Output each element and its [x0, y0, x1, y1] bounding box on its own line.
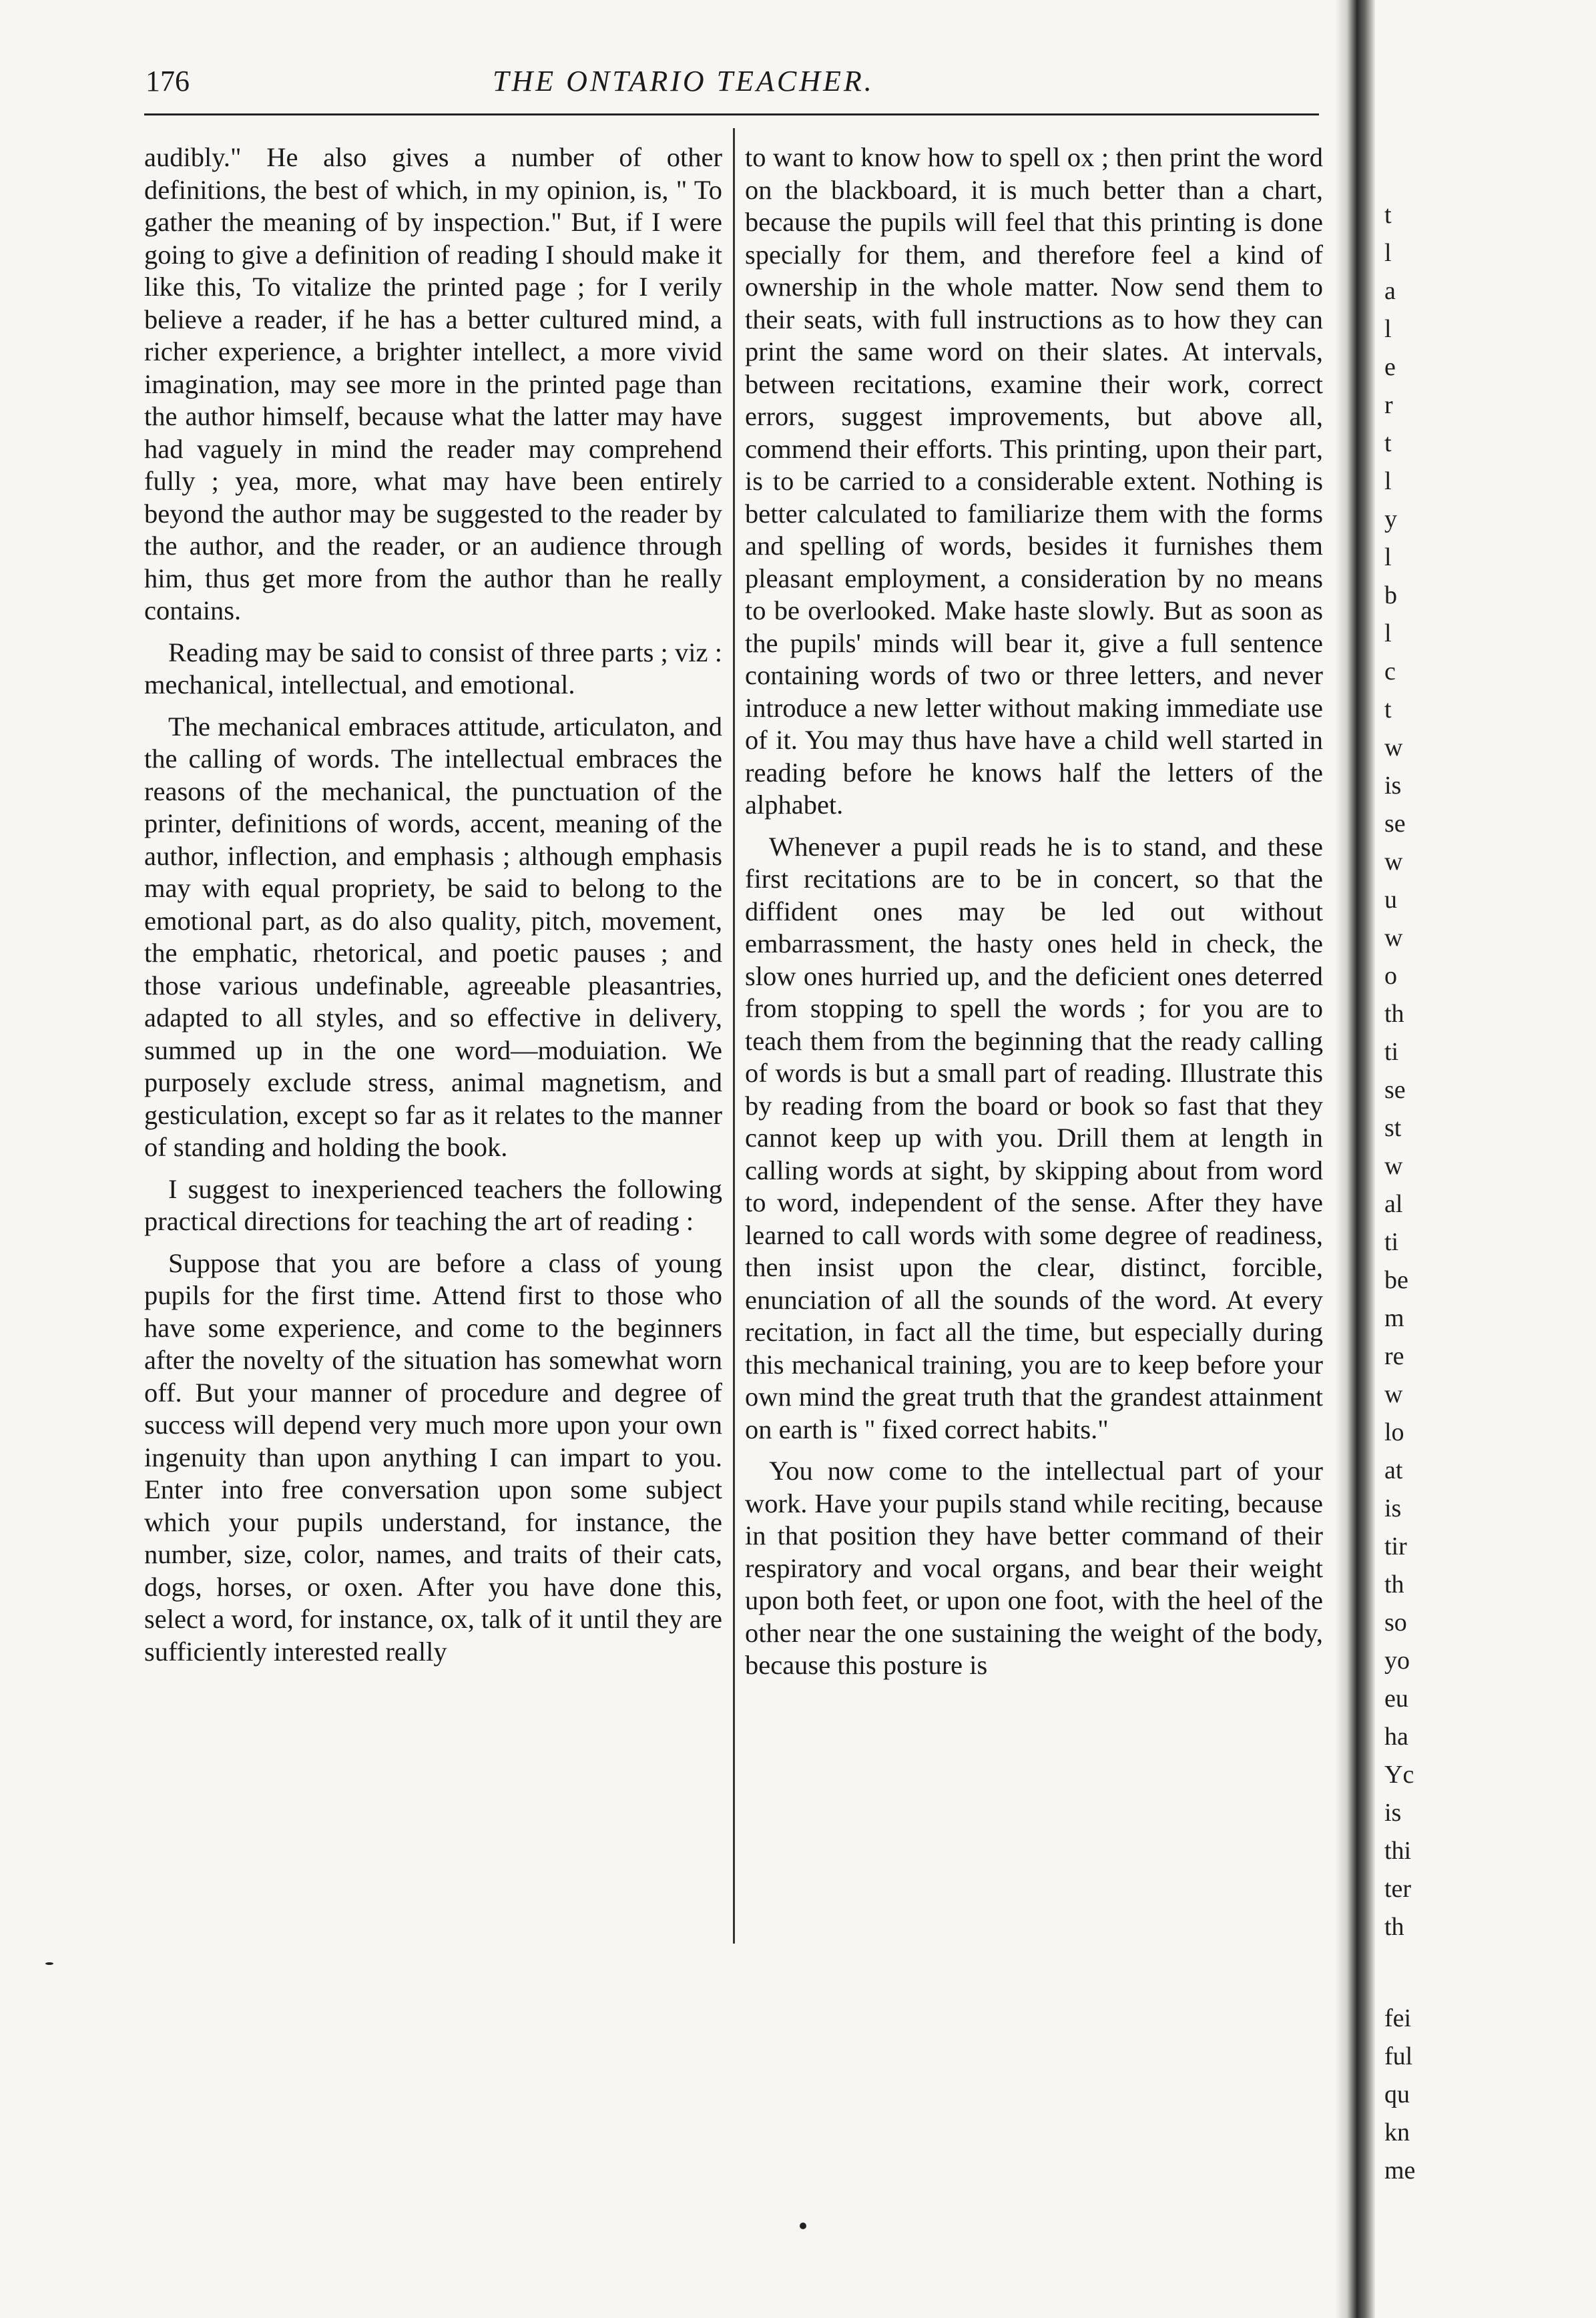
neighbor-page-fragment: l: [1384, 315, 1392, 343]
right-column: [745, 141, 1323, 1691]
neighbor-page-fragment: eu: [1384, 1685, 1408, 1713]
left-column-paragraph: The mechanical embraces attitude, articulaton, and the calling of words. The intellectual embraces the reasons of the mechanical, the punctuation of the printer, definitions of words, accent, meaning of the author, inflection, and emphasis ; although emphasis may with equal propriety, be said to belong to the emotional part, as do also quality, pitch, movement, the emphatic, rhetorical, and poetic pauses ; and those various undefinable, agreeable pleasantries, adapted to all styles, and so effective in delivery, summed up in the one word—moduiation. We purposely exclude stress, animal magnetism, and gesticulation, except so far as it relates to the manner of standing and holding the book.: [144, 711, 722, 1162]
neighbor-page-fragment: yo: [1384, 1647, 1410, 1675]
neighbor-page-fragment: se: [1384, 1076, 1406, 1104]
neighbor-page-fragment: a: [1384, 277, 1396, 305]
left-column-paragraph: I suggest to inexperienced teachers the following practical directions for teaching the art of reading :: [144, 1173, 722, 1236]
print-speck: [45, 1962, 53, 1965]
right-column-paragraph: Whenever a pupil reads he is to stand, and these first recitations are to be in concert, so that the diffident ones may be led out without embarrassment, the hasty ones held in check, the slow ones hurried up, and the deficient ones deterred from stopping to spell the words ; for you are to teach them from the beginning that the ready calling of words is but a small part of reading. Illustrate this by reading from the board or book so fast that they cannot keep up with you. Drill them at length in calling words at sight, by skipping about from word to word, independent of the sense. After they have learned to call words with some degree of readiness, then insist upon the clear, distinct, forcible, enunciation of all the sounds of the word. At every recitation, in fact all the time, but especially during this mechanical training, you are to keep before your own mind the great truth that the grandest attainment on earth is " fixed correct habits.": [745, 831, 1323, 1444]
neighbor-page-fragment: is: [1384, 1494, 1402, 1522]
neighbor-page-fragment: w: [1384, 734, 1403, 762]
page-number: 176: [146, 65, 190, 97]
neighbor-page-fragment: ti: [1384, 1038, 1399, 1066]
neighbor-page-fragment: th: [1384, 1570, 1404, 1599]
neighbor-page-fragment: th: [1384, 1000, 1404, 1028]
neighbor-page-fragment: e: [1384, 353, 1396, 381]
neighbor-page-fragment: ha: [1384, 1723, 1408, 1751]
column-divider: [733, 128, 735, 1944]
print-speck: [800, 2223, 806, 2229]
neighbor-page-fragment: m: [1384, 1304, 1404, 1332]
neighbor-page-strip: [1375, 0, 1596, 2318]
neighbor-page-fragment: l: [1384, 467, 1392, 495]
neighbor-page-fragment: me: [1384, 2156, 1416, 2185]
neighbor-page-fragment: lo: [1384, 1418, 1404, 1446]
neighbor-page-fragment: t: [1384, 695, 1392, 723]
neighbor-page-fragment: ti: [1384, 1228, 1399, 1256]
neighbor-page-fragment: tir: [1384, 1532, 1407, 1560]
neighbor-page-fragment: al: [1384, 1190, 1403, 1218]
neighbor-page-fragment: be: [1384, 1266, 1408, 1294]
neighbor-page-fragment: t: [1384, 201, 1392, 229]
neighbor-page-fragment: l: [1384, 543, 1392, 571]
left-column-paragraph: Suppose that you are before a class of young pupils for the first time. Attend first to those who have some experience, and come to the beginners after the novelty of the situation has somewhat worn off. But your manner of procedure and degree of success will depend very much more upon your own ingenuity than upon anything I can impart to you. Enter into free conversation upon some subject which your pupils understand, for instance, the number, size, color, names, and traits of their cats, dogs, horses, or oxen. After you have done this, select a word, for instance, ox, talk of it until they are sufficiently interested really: [144, 1247, 722, 1667]
neighbor-page-fragment: th: [1384, 1913, 1404, 1941]
neighbor-page-fragment: ter: [1384, 1875, 1412, 1903]
neighbor-page-fragment: kn: [1384, 2118, 1410, 2146]
neighbor-page-fragment: is: [1384, 772, 1402, 800]
journal-title: THE ONTARIO TEACHER.: [493, 65, 874, 97]
neighbor-page-fragment: w: [1384, 1152, 1403, 1180]
neighbor-page-fragment: o: [1384, 962, 1397, 990]
neighbor-page-fragment: is: [1384, 1799, 1402, 1827]
neighbor-page-fragment: ful: [1384, 2042, 1413, 2070]
neighbor-page-fragment: se: [1384, 810, 1406, 838]
page-header: [146, 64, 1320, 104]
neighbor-page-fragment: w: [1384, 924, 1403, 952]
neighbor-page-fragment: fei: [1384, 2004, 1412, 2032]
right-column-paragraph: You now come to the intellectual part of your work. Have your pupils stand while reciting, because in that position they have better command of their respiratory and vocal organs, and bear their weight upon both feet, or upon one foot, with the heel of the other near the one sustaining the weight of the body, because this posture is: [745, 1456, 1323, 1680]
neighbor-page-fragment: u: [1384, 886, 1397, 914]
left-column-paragraph: audibly." He also gives a number of other definitions, the best of which, in my opinion, is, " To gather the meaning of by inspection." But, if I were going to give a definition of reading I should make it like this, To vitalize the printed page ; for I verily believe a reader, if he has a better cultured mind, a richer experience, a brighter intellect, a more vivid imagination, may see more in the printed page than the author himself, because what the latter may have had vaguely in mind the reader may comprehend fully ; yea, more, what may have been entirely beyond the author may be suggested to the reader by the author, and the reader, or an audience through him, thus get more from the author than he really contains.: [144, 142, 722, 625]
neighbor-page-fragment: qu: [1384, 2080, 1410, 2108]
neighbor-page-fragment: c: [1384, 657, 1396, 685]
right-column-paragraph: to want to know how to spell ox ; then print the word on the blackboard, it is much better than a chart, because the pupils will feel that this printing is done specially for them, and therefore feel a kind of ownership in the whole matter. Now send them to their seats, with full instructions as to how they can print the same word on their slates. At intervals, between recitations, examine their work, correct errors, suggest improvements, but above all, commend their efforts. This printing, upon their part, is to be carried to a considerable extent. Nothing is better calculated to familiarize them with the forms and spelling of words, besides it furnishes them pleasant employment, a consideration by no means to be overlooked. Make haste slowly. But as soon as the pupils' minds will bear it, give a full sentence containing words of two or three letters, and never introduce a new letter without making immediate use of it. You may thus have have a child well started in reading before he knows half the letters of the alphabet.: [745, 142, 1323, 820]
page-binding-edge: [1335, 0, 1375, 2318]
left-column-paragraph: Reading may be said to consist of three parts ; viz : mechanical, intellectual, and emotional.: [144, 637, 722, 699]
neighbor-page-fragment: t: [1384, 429, 1392, 457]
left-column: [144, 141, 722, 1677]
header-rule: [144, 113, 1319, 115]
neighbor-page-fragment: r: [1384, 391, 1393, 419]
neighbor-page-fragment: Yc: [1384, 1761, 1414, 1789]
neighbor-page-fragment: thi: [1384, 1837, 1412, 1865]
neighbor-page-fragment: w: [1384, 848, 1403, 876]
neighbor-page-fragment: at: [1384, 1456, 1403, 1484]
neighbor-page-fragment: b: [1384, 581, 1397, 609]
neighbor-page-fragment: st: [1384, 1114, 1402, 1142]
neighbor-page-fragment: w: [1384, 1380, 1403, 1408]
neighbor-page-fragment: so: [1384, 1609, 1407, 1637]
neighbor-page-fragment: re: [1384, 1342, 1404, 1370]
neighbor-page-fragment: l: [1384, 619, 1392, 647]
neighbor-page-fragment: y: [1384, 505, 1397, 533]
neighbor-page-fragment: l: [1384, 239, 1392, 267]
